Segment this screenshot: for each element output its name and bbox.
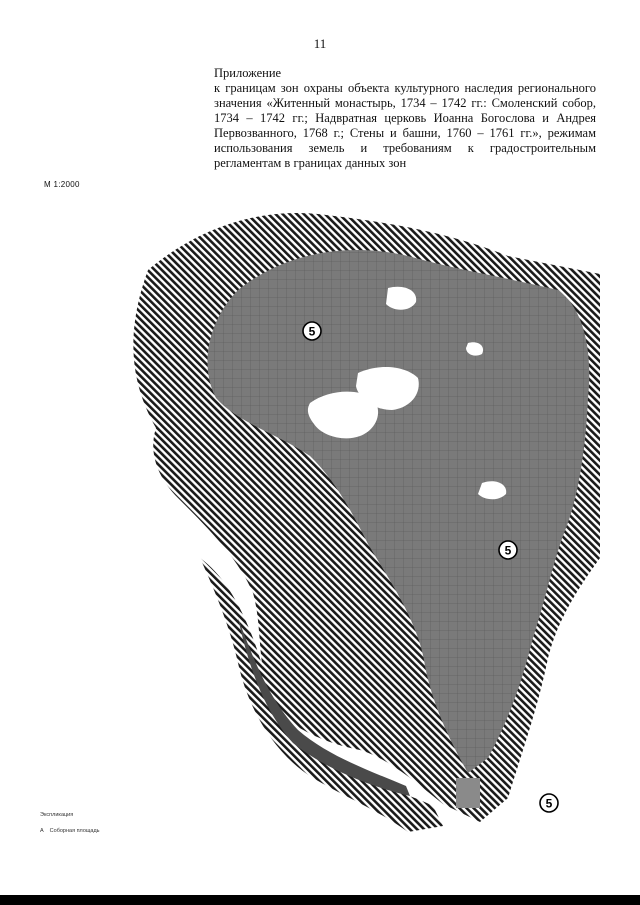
page-number: 11: [313, 36, 327, 51]
scan-edge: [0, 895, 640, 905]
legend-item-mark: А: [40, 828, 44, 834]
appendix-description: к границам зон охраны объекта культурного наследия регионального значения «Житенный монастырь, 1734 – 1742 гг.: Смоленский собор, 1734 – 1742 гг.; Надвратная церковь Иоанна Богослова и Андрея Первозванного, 1768 г.; Стены и башни, 1760 – 1761 гг.», режимам использования земель и требованиям к градостроительным регламентам в границах данных зон: [214, 81, 596, 170]
legend-title: Экспликация: [40, 812, 74, 818]
legend-item: [40, 828, 100, 834]
zone-map: [88, 198, 604, 840]
church-block: [456, 778, 480, 808]
zone-marker-3: [540, 794, 558, 812]
svg-text:5: 5: [504, 543, 512, 558]
legend-item-label: Соборная площадь: [49, 828, 100, 834]
appendix-heading: Приложение: [214, 66, 282, 80]
svg-text:5: 5: [308, 324, 316, 339]
zone-marker-1: [303, 322, 321, 340]
map-scale: М 1:2000: [44, 180, 80, 189]
zone-marker-2: [499, 541, 517, 559]
svg-text:5: 5: [545, 796, 553, 811]
